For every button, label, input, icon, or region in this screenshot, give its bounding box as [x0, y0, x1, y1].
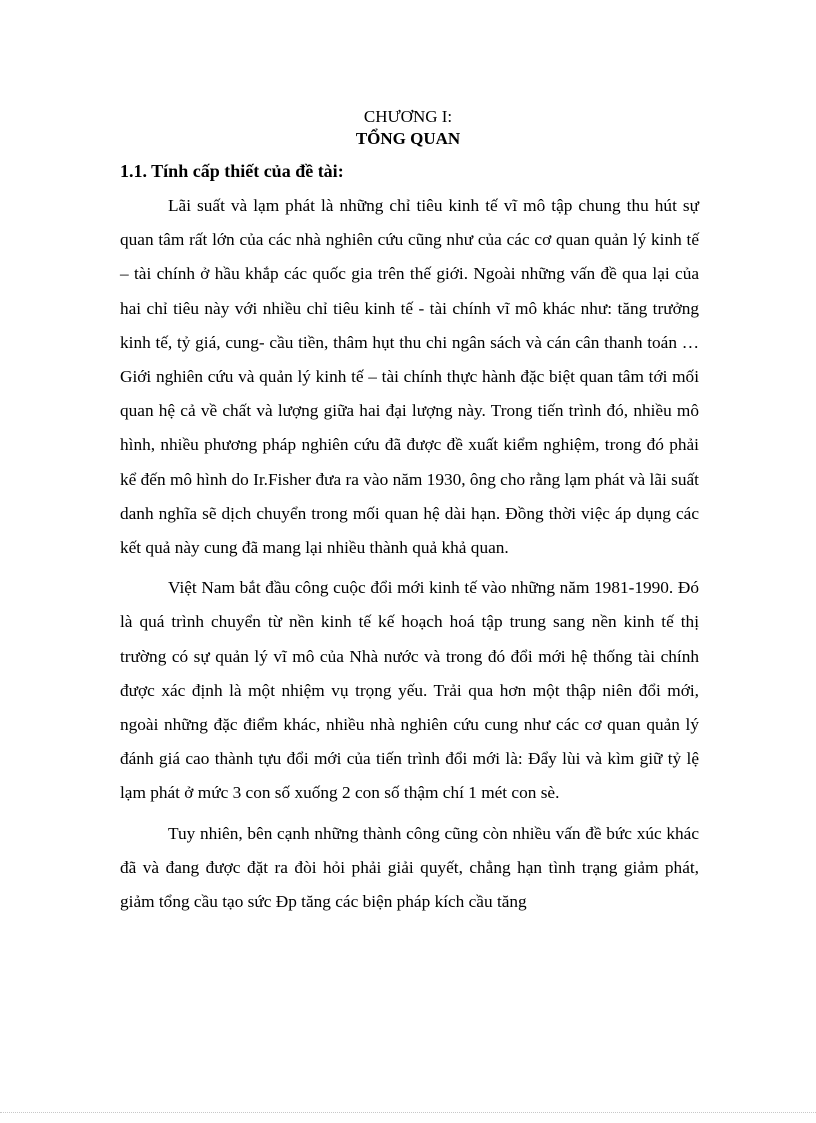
chapter-label: CHƯƠNG I:	[363, 107, 453, 126]
body-text	[120, 189, 699, 919]
paragraph-vietnam-reform: Việt Nam bắt đầu công cuộc đổi mới kinh tế vào những năm 1981-1990. Đó là quá trình chuyển từ nền kinh tế kế hoạch hoá tập trung sang nền kinh tế thị trường có sự quản lý vĩ mô của Nhà nước và trong đó đổi mới hệ thống tài chính được xác định là một nhiệm vụ trọng yếu. Trải qua hơn một thập niên đổi mới, ngoài những đặc điểm khác, nhiều nhà nghiên cứu cung như các cơ quan quản lý đánh giá cao thành tựu đổi mới của tiến trình đổi mới là: Đẩy lùi và kìm giữ tỷ lệ lạm phát ở mức 3 con số xuống 2 con số thậm chí 1 mét con sè.	[120, 578, 699, 803]
section-heading: 1.1. Tính cấp thiết của đề tài:	[120, 161, 344, 181]
chapter-title: TỔNG QUAN	[355, 129, 461, 148]
paragraph-challenges: Tuy nhiên, bên cạnh những thành công cũng còn nhiều vấn đề bức xúc khác đã và đang được đặt ra đòi hỏi phải giải quyết, chẳng hạn tình trạng giảm phát, giảm tổng cầu tạo sức Đp tăng các biện pháp kích cầu tăng	[120, 823, 699, 912]
page-bottom-divider	[0, 1112, 816, 1113]
paragraph-interest-inflation: Lãi suất và lạm phát là những chỉ tiêu kinh tế vĩ mô tập chung thu hút sự quan tâm rất lớn của các nhà nghiên cứu cũng như của các cơ quan quản lý kinh tế – tài chính ở hầu khắp các quốc gia trên thế giới. Ngoài những vấn đề qua lại của hai chỉ tiêu này với nhiều chỉ tiêu kinh tế - tài chính vĩ mô khác như: tăng trưởng kinh tế, tỷ giá, cung- cầu tiền, thâm hụt thu chi ngân sách và cán cân thanh toán …Giới nghiên cứu và quản lý kinh tế – tài chính thực hành đặc biệt quan tâm tới mối quan hệ cả về chất và lượng giữa hai đại lượng này. Trong tiến trình đó, nhiều mô hình, nhiều phương pháp nghiên cứu đã được đề xuất kiểm nghiệm, trong đó phải kể đến mô hình do Ir.Fisher đưa ra vào năm 1930, ông cho rằng lạm phát và lãi suất danh nghĩa sẽ dịch chuyển trong mối quan hệ dài hạn. Đồng thời việc áp dụng các kết quả này cung đã mang lại nhiều thành quả khả quan.	[120, 196, 699, 558]
